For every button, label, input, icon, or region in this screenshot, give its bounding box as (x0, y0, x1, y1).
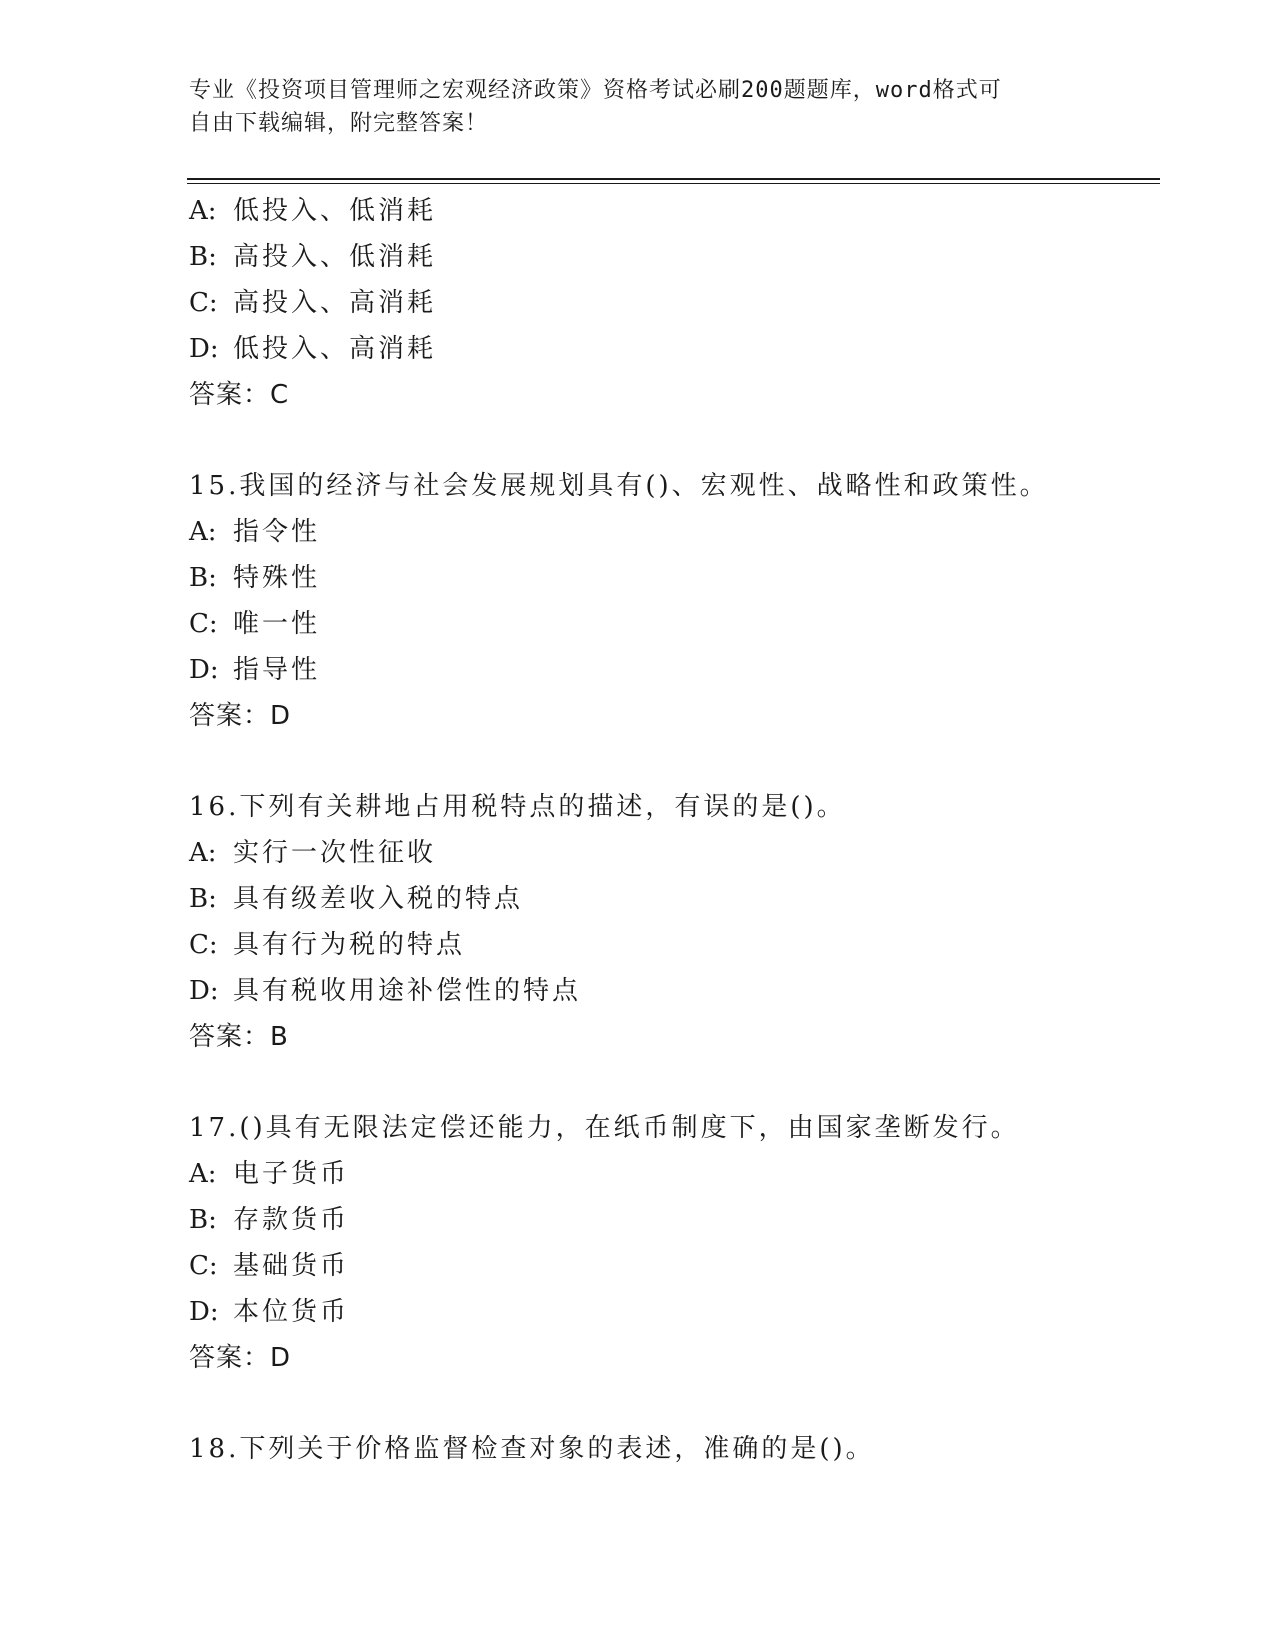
option-text: 唯一性 (233, 609, 321, 639)
option-c (189, 922, 1169, 968)
option-text: 高投入、低消耗 (233, 242, 437, 272)
option-text: 电子货币 (233, 1159, 350, 1189)
option-letter: D: (189, 334, 219, 364)
answer-line: 答案：D (189, 1343, 292, 1373)
answer-line: 答案：B (189, 1022, 289, 1052)
option-text: 具有税收用途补偿性的特点 (233, 976, 582, 1006)
option-letter: B: (189, 884, 217, 914)
question-list (189, 188, 1169, 1472)
option-d (189, 1289, 1169, 1335)
option-a (189, 509, 1169, 555)
option-c (189, 1243, 1169, 1289)
header-divider-thick (187, 178, 1160, 180)
answer-line: 答案：C (189, 380, 290, 410)
option-text: 低投入、低消耗 (233, 196, 437, 226)
question-14 (189, 188, 1169, 418)
question-16 (189, 784, 1169, 1060)
option-d (189, 326, 1169, 372)
option-letter: A: (189, 1159, 217, 1189)
option-letter: C: (189, 288, 218, 318)
option-b (189, 234, 1169, 280)
option-text: 具有行为税的特点 (233, 930, 466, 960)
question-stem: 18.下列关于价格监督检查对象的表述，准确的是()。 (189, 1434, 875, 1464)
question-stem: 15.我国的经济与社会发展规划具有()、宏观性、战略性和政策性。 (189, 471, 1049, 501)
option-letter: C: (189, 930, 218, 960)
option-text: 基础货币 (233, 1251, 350, 1281)
spacer (189, 418, 1169, 463)
question-stem: 17.()具有无限法定偿还能力，在纸币制度下，由国家垄断发行。 (189, 1113, 1020, 1143)
option-letter: A: (189, 196, 217, 226)
option-text: 高投入、高消耗 (233, 288, 437, 318)
option-b (189, 1197, 1169, 1243)
spacer (189, 1060, 1169, 1105)
option-letter: B: (189, 242, 217, 272)
header-line-2: 自由下载编辑，附完整答案！ (189, 111, 489, 136)
option-c (189, 601, 1169, 647)
option-letter: D: (189, 976, 219, 1006)
question-17 (189, 1105, 1169, 1381)
document-header (189, 74, 1089, 140)
option-text: 存款货币 (233, 1205, 350, 1235)
option-a (189, 1151, 1169, 1197)
option-d (189, 647, 1169, 693)
header-line-1: 专业《投资项目管理师之宏观经济政策》资格考试必刷200题题库，word格式可 (189, 78, 1002, 103)
option-d (189, 968, 1169, 1014)
answer-line: 答案：D (189, 701, 292, 731)
header-divider-thin (187, 183, 1160, 184)
option-letter: A: (189, 838, 217, 868)
option-text: 指导性 (233, 655, 321, 685)
option-text: 本位货币 (233, 1297, 350, 1327)
option-letter: B: (189, 1205, 217, 1235)
option-a (189, 830, 1169, 876)
option-text: 特殊性 (233, 563, 321, 593)
option-letter: B: (189, 563, 217, 593)
question-15 (189, 463, 1169, 739)
option-b (189, 555, 1169, 601)
option-text: 实行一次性征收 (233, 838, 437, 868)
option-b (189, 876, 1169, 922)
question-stem: 16.下列有关耕地占用税特点的描述，有误的是()。 (189, 792, 846, 822)
option-c (189, 280, 1169, 326)
option-text: 指令性 (233, 517, 321, 547)
option-text: 具有级差收入税的特点 (233, 884, 524, 914)
spacer (189, 739, 1169, 784)
spacer (189, 1381, 1169, 1426)
option-letter: D: (189, 655, 219, 685)
option-letter: C: (189, 1251, 218, 1281)
option-letter: A: (189, 517, 217, 547)
question-18 (189, 1426, 1169, 1472)
option-letter: D: (189, 1297, 219, 1327)
option-a (189, 188, 1169, 234)
option-letter: C: (189, 609, 218, 639)
option-text: 低投入、高消耗 (233, 334, 437, 364)
